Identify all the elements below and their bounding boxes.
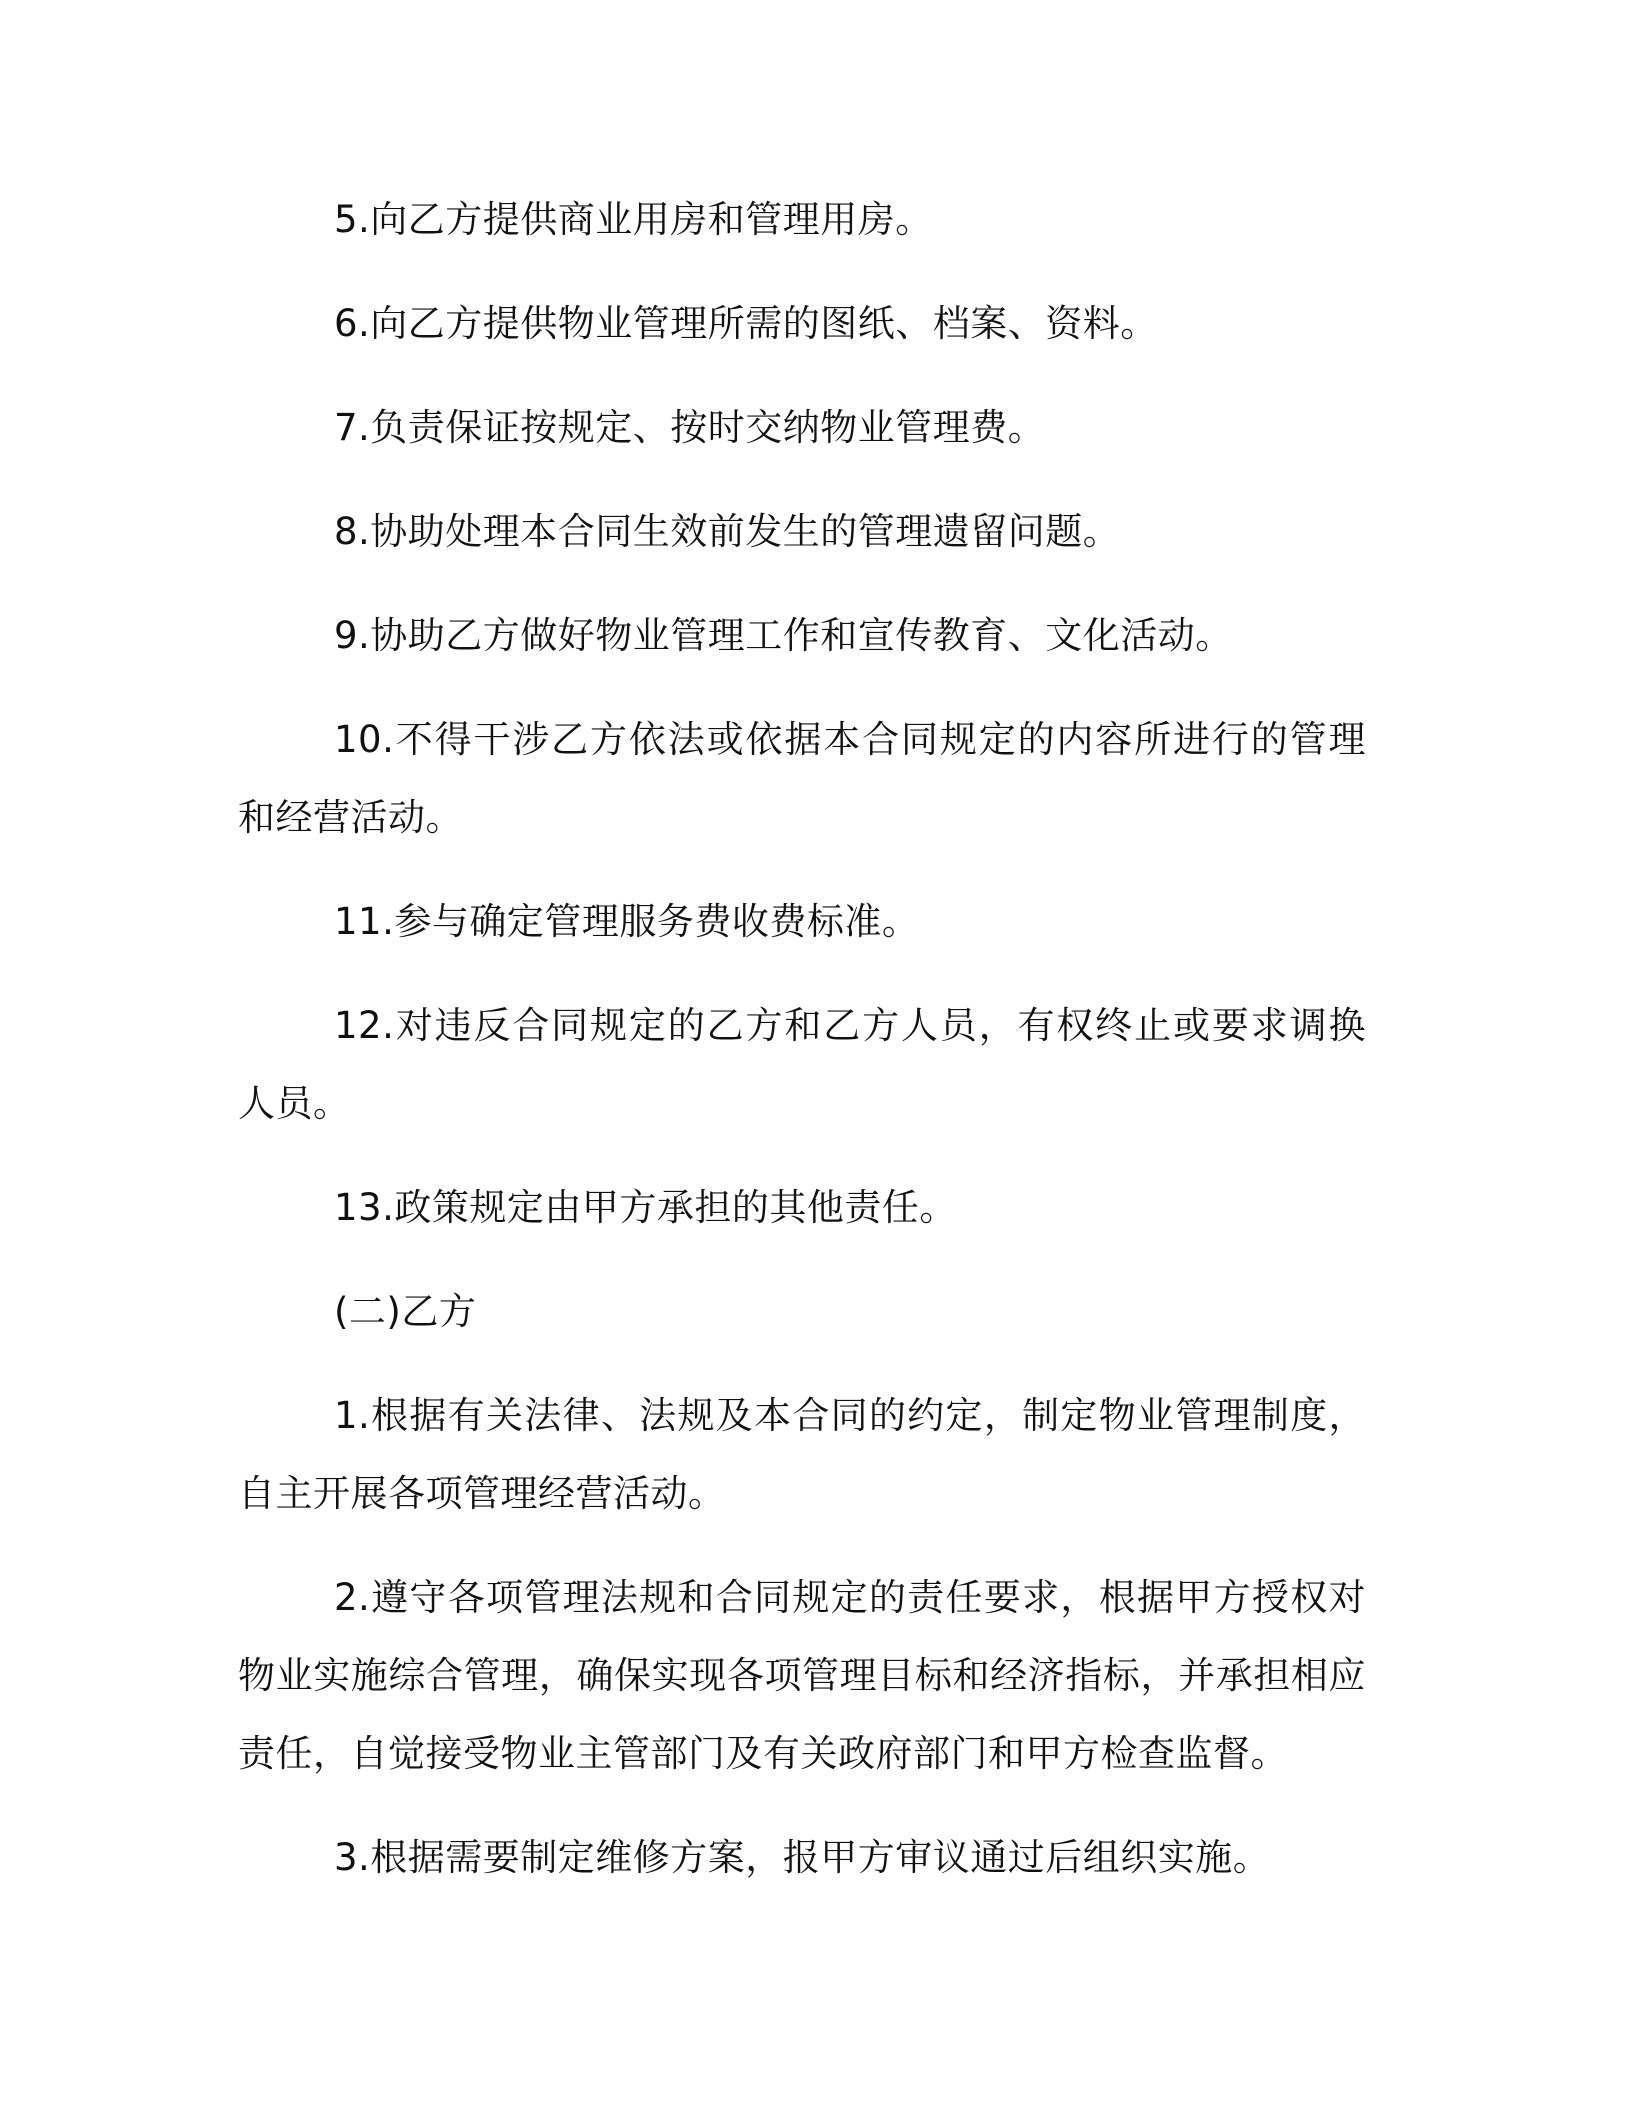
section-heading-party-b: (二)乙方 — [334, 1290, 477, 1333]
paragraph-item-10: 10.不得干涉乙方依法或依据本合同规定的内容所进行的管理和经营活动。 — [238, 718, 1366, 839]
paragraph-item-b1: 1.根据有关法律、法规及本合同的约定，制定物业管理制度，自主开展各项管理经营活动。 — [238, 1394, 1366, 1515]
paragraph-item-9: 9.协助乙方做好物业管理工作和宣传教育、文化活动。 — [334, 614, 1233, 657]
paragraph-item-8: 8.协助处理本合同生效前发生的管理遗留问题。 — [334, 510, 1121, 553]
paragraph-item-6: 6.向乙方提供物业管理所需的图纸、档案、资料。 — [334, 302, 1158, 345]
paragraph-item-5: 5.向乙方提供商业用房和管理用房。 — [334, 198, 933, 241]
paragraph-item-12: 12.对违反合同规定的乙方和乙方人员，有权终止或要求调换人员。 — [238, 1004, 1366, 1125]
paragraph-item-b2: 2.遵守各项管理法规和合同规定的责任要求，根据甲方授权对物业实施综合管理，确保实现各项管理目标和经济指标，并承担相应责任，自觉接受物业主管部门及有关政府部门和甲方检查监督。 — [238, 1576, 1366, 1775]
document-body — [238, 181, 1366, 1923]
paragraph-item-11: 11.参与确定管理服务费收费标准。 — [334, 900, 920, 943]
paragraph-item-b3: 3.根据需要制定维修方案，报甲方审议通过后组织实施。 — [334, 1836, 1271, 1879]
paragraph-item-7: 7.负责保证按规定、按时交纳物业管理费。 — [334, 406, 1046, 449]
paragraph-item-13: 13.政策规定由甲方承担的其他责任。 — [334, 1186, 957, 1229]
